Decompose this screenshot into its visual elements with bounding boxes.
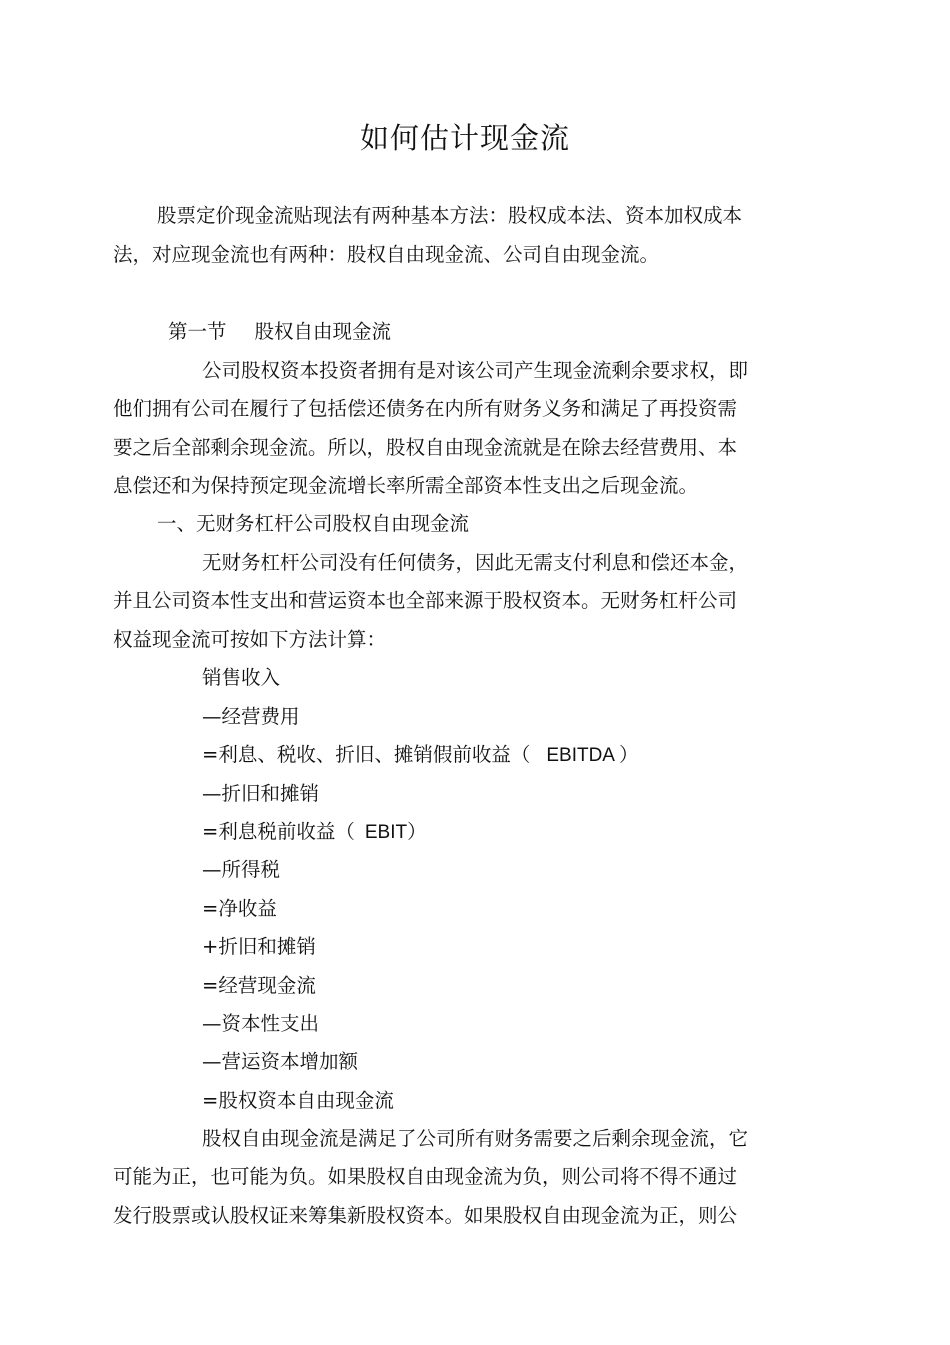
paragraph-line-4: 息偿还和为保持预定现金流增长率所需全部资本性支出之后现金流。: [113, 474, 699, 497]
section-title: 股权自由现金流: [254, 320, 392, 343]
formula-line-5: [202, 818, 427, 847]
sub-paragraph-line-1: 无财务杠杆公司没有任何债务，因此无需支付利息和偿还本金，: [202, 551, 749, 574]
formula-line-9: =经营现金流: [202, 974, 316, 997]
formula-line-7: =净收益: [202, 897, 277, 920]
intro-line-1: 股票定价现金流贴现法有两种基本方法：股权成本法、资本加权成本: [157, 204, 743, 227]
formula-line-3-close: ）: [618, 743, 639, 766]
formula-line-8: +折旧和摊销: [202, 935, 316, 958]
paragraph-line-2: 他们拥有公司在履行了包括偿还债务在内所有财务义务和满足了再投资需: [113, 397, 738, 420]
formula-line-4: —折旧和摊销: [202, 782, 320, 805]
page-title: 如何估计现金流: [359, 121, 570, 155]
section-heading: [168, 318, 391, 346]
formula-line-6: —所得税: [202, 858, 281, 881]
formula-line-11: —营运资本增加额: [202, 1050, 359, 1073]
closing-line-1: 股权自由现金流是满足了公司所有财务需要之后剩余现金流，它: [202, 1127, 749, 1150]
formula-line-5-close: ）: [407, 820, 427, 843]
ebitda-term: EBITDA: [546, 745, 615, 766]
formula-line-2: —经营费用: [202, 705, 300, 728]
formula-line-3: [202, 741, 638, 770]
formula-line-3-text: =利息、税收、折旧、摊销假前收益（: [202, 743, 531, 766]
sub-paragraph-line-3: 权益现金流可按如下方法计算：: [113, 628, 387, 651]
section-number: 第一节: [168, 320, 227, 343]
formula-line-10: —资本性支出: [202, 1012, 320, 1035]
paragraph-line-1: 公司股权资本投资者拥有是对该公司产生现金流剩余要求权，即: [202, 359, 749, 382]
subheading: 一、无财务杠杆公司股权自由现金流: [157, 512, 470, 535]
formula-line-5-text: =利息税前收益（: [202, 820, 355, 843]
sub-paragraph-line-2: 并且公司资本性支出和营运资本也全部来源于股权资本。无财务杠杆公司: [113, 589, 738, 612]
closing-line-2: 可能为正，也可能为负。如果股权自由现金流为负，则公司将不得不通过: [113, 1165, 738, 1188]
formula-line-1: 销售收入: [202, 666, 281, 689]
closing-line-3: 发行股票或认股权证来筹集新股权资本。如果股权自由现金流为正，则公: [113, 1204, 738, 1227]
formula-line-12: =股权资本自由现金流: [202, 1089, 394, 1112]
paragraph-line-3: 要之后全部剩余现金流。所以，股权自由现金流就是在除去经营费用、本: [113, 436, 738, 459]
ebit-term: EBIT: [364, 822, 408, 843]
intro-line-2: 法，对应现金流也有两种：股权自由现金流、公司自由现金流。: [113, 243, 660, 266]
